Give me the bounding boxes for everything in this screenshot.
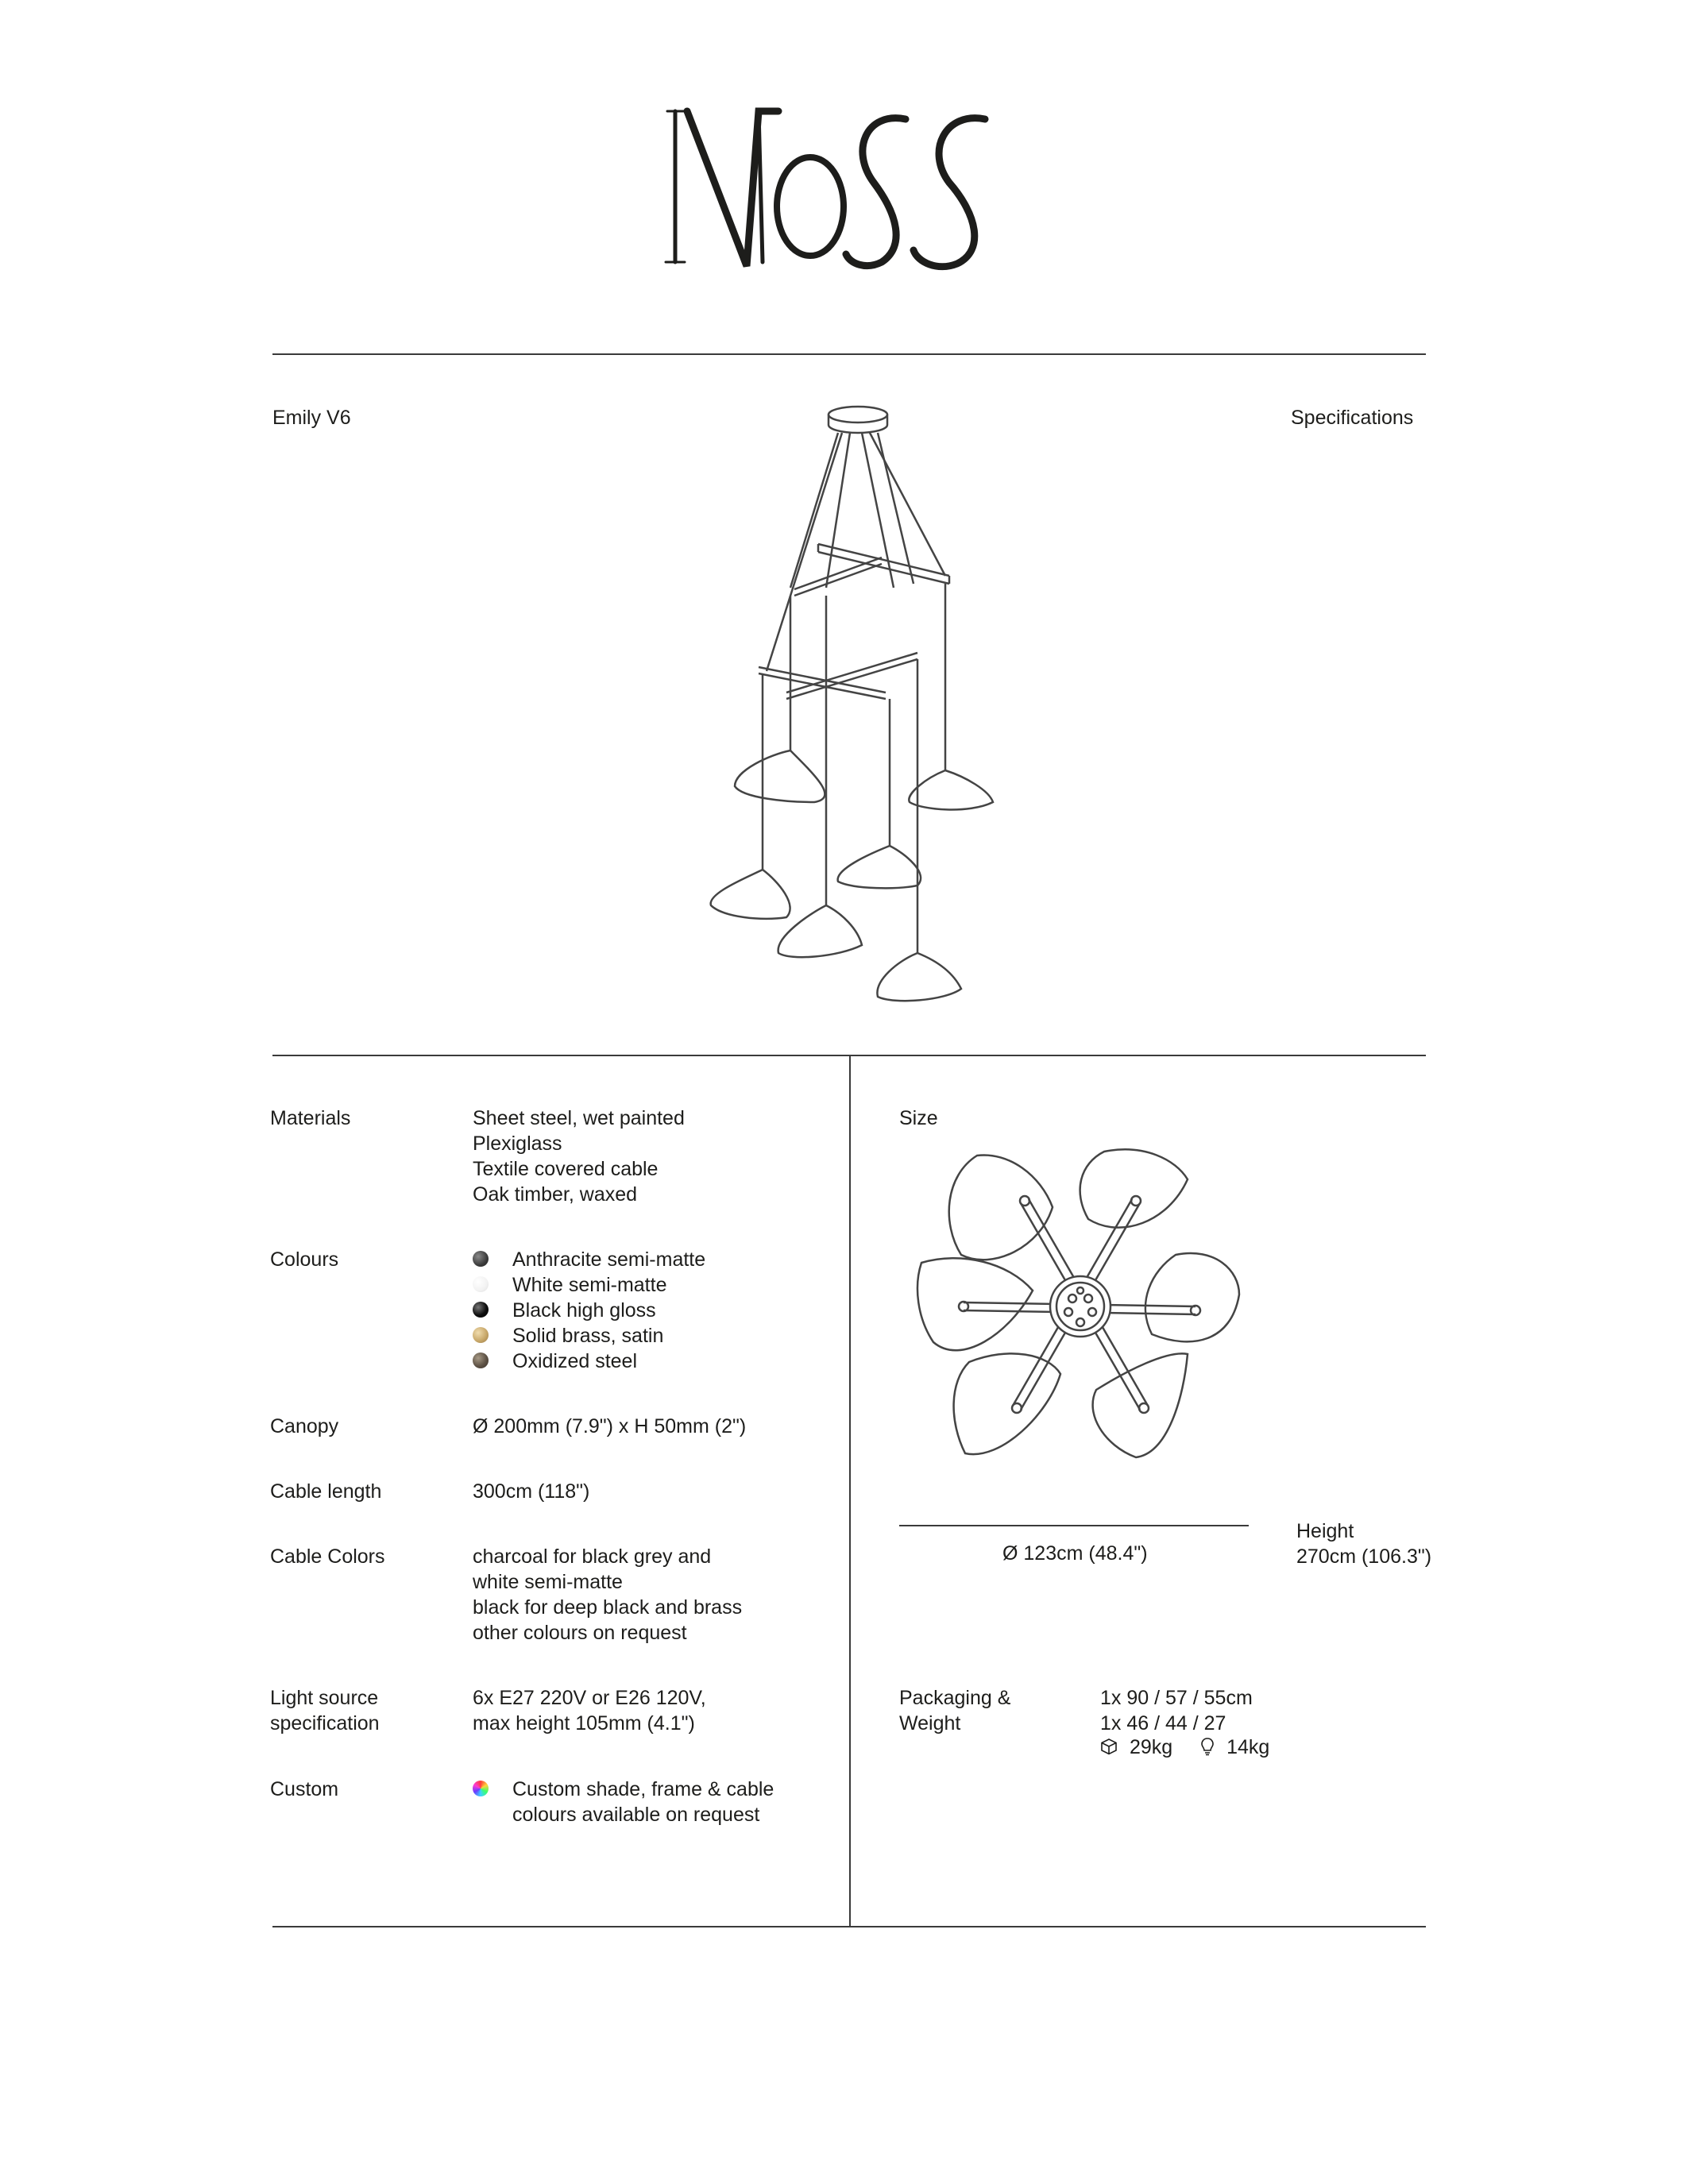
diameter-line [899,1525,1249,1526]
height-value: 270cm (106.3") [1296,1545,1432,1568]
weight-line [1100,1736,1269,1758]
materials-line: Oak timber, waxed [473,1183,638,1206]
section-title: Specifications [1291,407,1414,429]
materials-line: Plexiglass [473,1133,562,1155]
light-source-label-line: Light source [270,1687,379,1709]
light-source-label [270,1685,380,1736]
packaging-label [899,1685,1010,1736]
product-weight: 14kg [1226,1736,1270,1758]
white-swatch [473,1276,489,1292]
package-weight: 29kg [1129,1736,1173,1758]
moss-logo [651,95,1017,278]
custom-values [473,1777,774,1827]
light-source-line: max height 105mm (4.1") [473,1712,695,1734]
bottom-divider [272,1926,1426,1927]
colour-item: Black high gloss [473,1298,705,1323]
diameter-value: Ø 123cm (48.4") [1002,1542,1148,1565]
packaging-box-line: 1x 46 / 44 / 27 [1100,1712,1226,1734]
colours-list [473,1247,705,1374]
colour-item: White semi-matte [473,1272,705,1298]
canopy-label: Canopy [270,1415,339,1437]
materials-label: Materials [270,1107,351,1129]
black-swatch [473,1302,489,1318]
cable-colors-values [473,1544,742,1646]
colour-item: Solid brass, satin [473,1323,705,1349]
packaging-values [1100,1685,1269,1758]
light-source-label-line: specification [270,1712,380,1734]
packaging-label-line: Packaging & [899,1687,1011,1709]
cable-length-value: 300cm (118") [473,1480,590,1503]
top-divider [272,353,1426,355]
cable-colors-line: black for deep black and brass [473,1596,743,1619]
canopy-value: Ø 200mm (7.9") x H 50mm (2") [473,1415,747,1437]
cable-length-label: Cable length [270,1480,382,1503]
packaging-box-line: 1x 90 / 57 / 55cm [1100,1687,1253,1709]
custom-label: Custom [270,1778,339,1800]
packaging-label-line: Weight [899,1712,961,1734]
colours-label: Colours [270,1248,339,1271]
cable-colors-label: Cable Colors [270,1545,385,1568]
materials-values [473,1106,685,1207]
lightbulb-icon [1200,1737,1215,1756]
materials-line: Textile covered cable [473,1158,659,1180]
colour-item: Anthracite semi-matte [473,1247,705,1272]
anthracite-swatch [473,1251,489,1267]
cable-colors-line: white semi-matte [473,1571,623,1593]
height-label: Height [1296,1520,1354,1542]
brass-swatch [473,1327,489,1343]
cable-colors-line: charcoal for black grey and [473,1545,712,1568]
oxidized-steel-swatch [473,1352,489,1368]
top-view-illustration [914,1144,1247,1477]
box-icon [1100,1738,1118,1755]
cable-colors-line: other colours on request [473,1622,687,1644]
materials-line: Sheet steel, wet painted [473,1107,685,1129]
light-source-line: 6x E27 220V or E26 120V, [473,1687,706,1709]
pendant-lamp-illustration [699,397,1017,1024]
custom-line: colours available on request [512,1804,760,1826]
column-divider [849,1055,851,1927]
colour-item: Oxidized steel [473,1349,705,1374]
light-source-values [473,1685,706,1736]
product-name: Emily V6 [272,407,351,429]
color-wheel-icon [473,1781,489,1796]
size-label: Size [899,1107,938,1129]
custom-line: Custom shade, frame & cable [473,1777,774,1802]
